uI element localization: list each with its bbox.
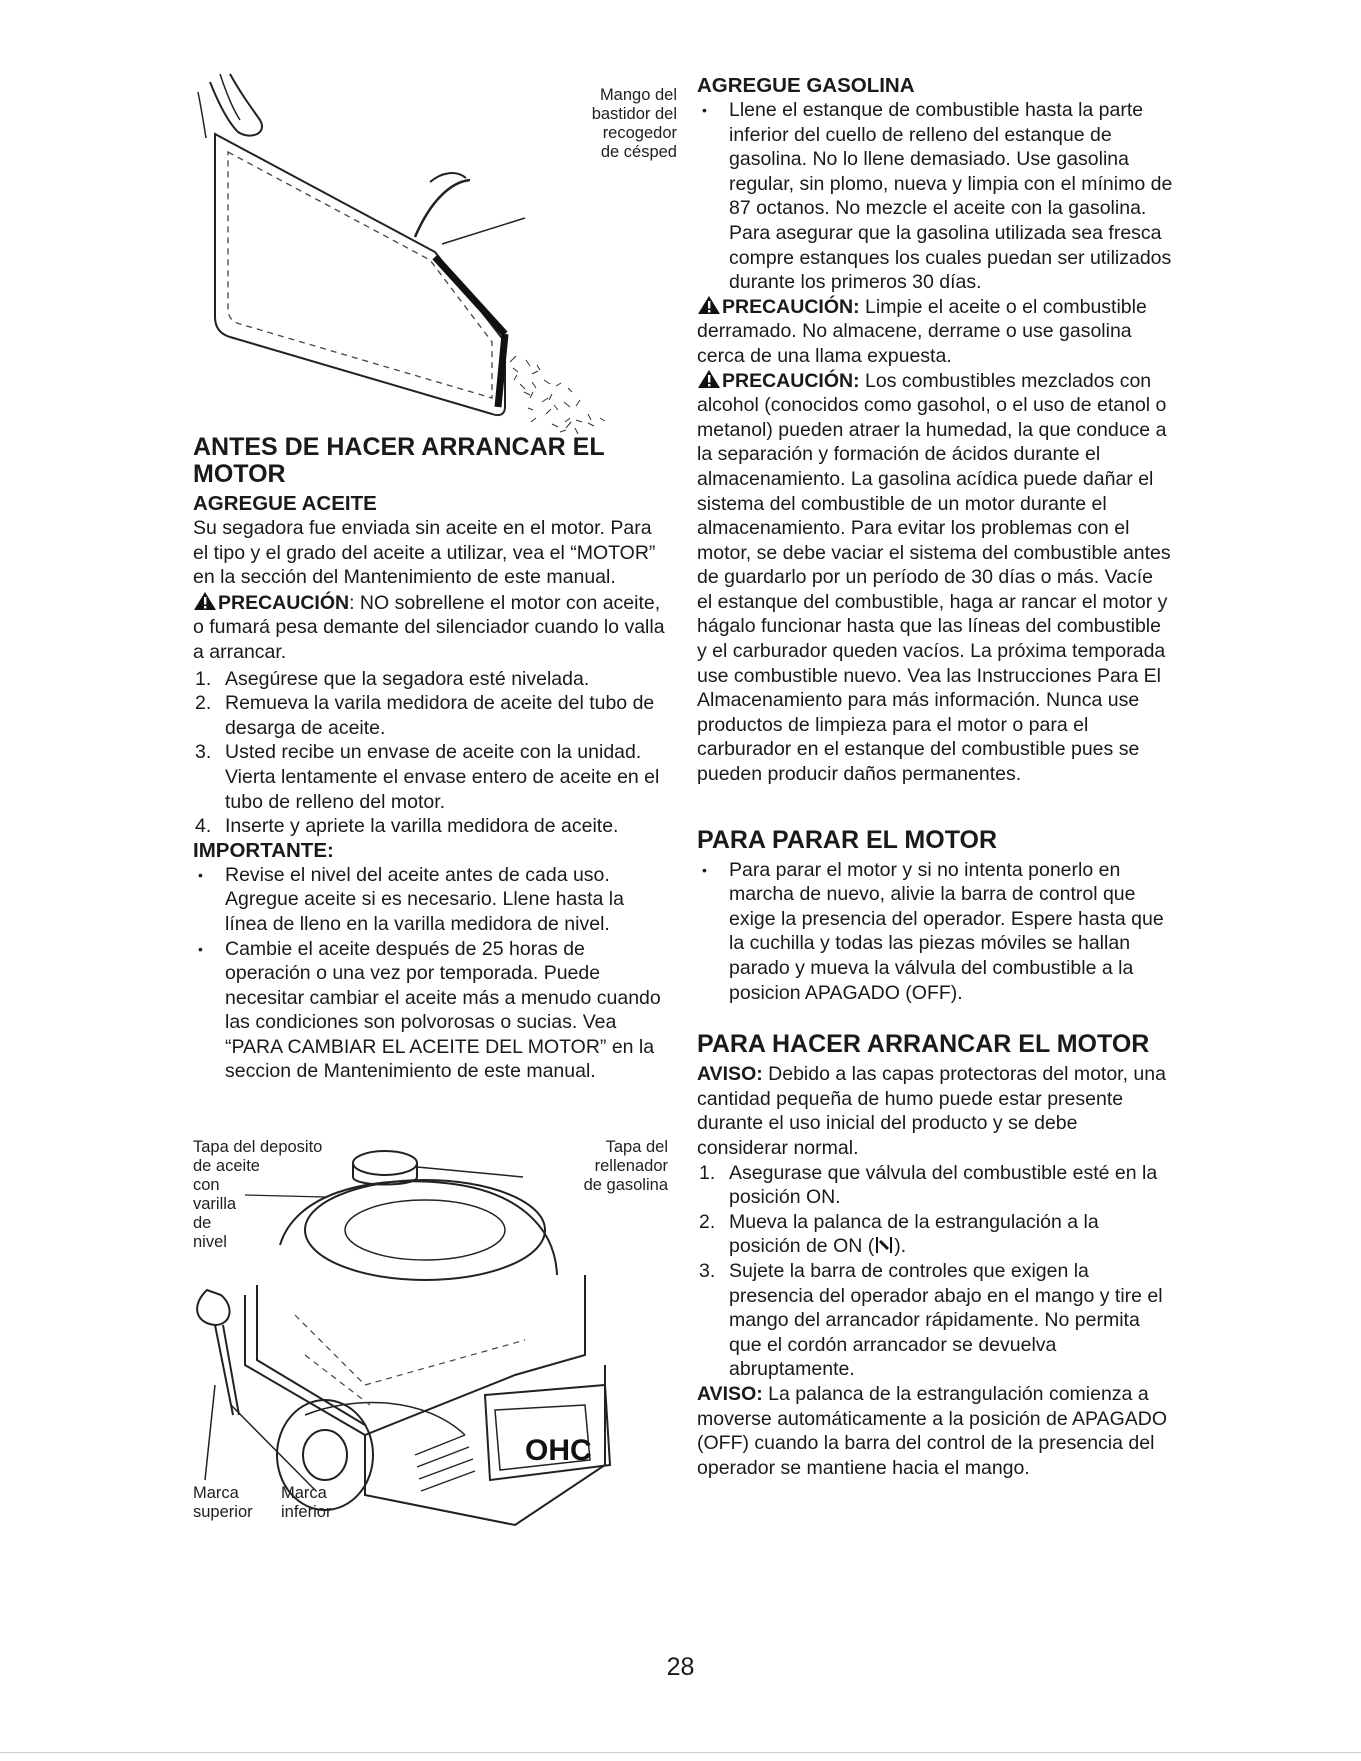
label-line: Marca [193, 1484, 239, 1502]
label-line: de [193, 1214, 212, 1232]
engine-logo: OHC [525, 1434, 592, 1467]
right-column [697, 74, 1173, 1480]
step-number: 2. [699, 1210, 716, 1233]
caution-oil [193, 591, 668, 665]
spacer [697, 1005, 1173, 1031]
caution-fuel-spill [697, 295, 1173, 369]
oil-intro: Su segadora fue enviada sin aceite en el motor. Para el tipo y el grado del aceite a utilizar, vea el “MOTOR” en la sección del Mantenimiento de este manual. [193, 517, 656, 589]
caption-line: Mango del [599, 86, 677, 104]
start-step [697, 1210, 1173, 1259]
step-text: Inserte y apriete la varilla medidora de aceite. [225, 815, 619, 838]
scan-edge-divider [0, 1752, 1361, 1753]
fuel-item: • Llene el estanque de combustible hasta la parte inferior del cuello de relleno del estanque de gasolina. No lo llene demasiado. Use gasolina regular, sin plomo, nueva y limpia con el mínimo de 87 octanos. No mezcle el aceite con la gasolina. Para asegurar que la gasolina utilizada sea fresca compre estanques los cuales puedan ser utilizados durante los primeros 30 días. [697, 98, 1173, 295]
notice-label: AVISO: [697, 1063, 763, 1086]
label-line: Tapa del deposito [193, 1138, 323, 1156]
label-line: de gasolina [583, 1176, 668, 1194]
fuel-heading: AGREGUE GASOLINA [697, 74, 915, 97]
step-number: 1. [699, 1161, 716, 1184]
step-text: Sujete la barra de controles que exigen la presencia del operador abajo en el mango y tire el mango del arrancador rápidamente. No permita que el cordón arrancador se devuelva abruptamente. [729, 1259, 1163, 1381]
fuel-list [697, 98, 1173, 295]
oil-step [193, 740, 668, 814]
label-line: rellenador [594, 1157, 668, 1175]
step-number: 3. [699, 1259, 716, 1282]
step-text: Asegúrese que la segadora esté nivelada. [225, 667, 590, 690]
step-text-tail: ). [894, 1235, 907, 1258]
lower-mark-label [281, 1484, 331, 1522]
caption-line: bastidor del [591, 105, 677, 123]
start-engine-heading: PARA HACER ARRANCAR EL MOTOR [697, 1030, 1150, 1059]
notice-text: La palanca de la estrangulación comienza a moverse automáticamente a la posición de APAGADO (OFF) cuando la barra del control de la presencia del operador se mantiene hacia el mango. [697, 1382, 1168, 1479]
label-line: de aceite [193, 1157, 260, 1175]
oil-cap-label [193, 1138, 373, 1252]
label-line: nivel [193, 1233, 227, 1251]
caution-label: PRECAUCIÓN: [722, 295, 860, 318]
spacer [697, 787, 1173, 827]
warning-triangle-icon [193, 591, 217, 611]
step-text: Mueva la palanca de la estrangulación a la posición de ON ( [729, 1210, 1099, 1258]
left-column [193, 434, 668, 1084]
step-number: 2. [195, 692, 212, 715]
warning-triangle-icon [697, 295, 721, 315]
important-list [193, 863, 668, 1084]
choke-symbol-icon [874, 1235, 894, 1255]
label-line: Tapa del [605, 1138, 668, 1156]
important-item: • Revise el nivel del aceite antes de cada uso. Agregue aceite si es necesario. Llene hasta la línea de lleno en la varilla medidora de nivel. [193, 863, 668, 937]
start-step [697, 1259, 1173, 1382]
label-line: inferior [281, 1503, 332, 1521]
label-line: superior [193, 1503, 253, 1521]
caution-label: PRECAUCIÓN [218, 591, 350, 614]
notice-text: Debido a las capas protectoras del motor, una cantidad pequeña de humo puede estar presente durante el uso inicial del producto y se debe considerar normal. [697, 1063, 1166, 1159]
oil-heading: AGREGUE ACEITE [193, 492, 377, 515]
notice-smoke [697, 1062, 1173, 1160]
upper-mark-label [193, 1484, 253, 1522]
step-number: 4. [195, 815, 212, 838]
step-number: 1. [195, 667, 212, 690]
oil-step [193, 691, 668, 740]
page-number: 28 [666, 1653, 695, 1681]
oil-step [193, 814, 668, 839]
step-text: Asegurase que válvula del combustible esté en la posición ON. [729, 1161, 1158, 1209]
stop-item: • Para parar el motor y si no intenta ponerlo en marcha de nuevo, alivie la barra de control que exige la presencia del operador. Espere hasta que la cuchilla y todas las piezas móviles se hallan parado y mueva la válvula del combustible a la posicion APAGADO (OFF). [697, 858, 1173, 1006]
start-steps [697, 1161, 1173, 1382]
oil-steps [193, 667, 668, 839]
important-heading: IMPORTANTE: [193, 838, 334, 862]
notice-choke [697, 1382, 1173, 1480]
step-number: 3. [195, 741, 212, 764]
label-line: con [193, 1176, 220, 1194]
label-line: Marca [281, 1484, 327, 1502]
oil-step [193, 667, 668, 692]
grass-catcher-caption [567, 86, 677, 162]
caution-alcohol-fuel [697, 369, 1173, 787]
caption-line: de césped [600, 143, 677, 161]
caution-text: Limpie el aceite o el combustible derramado. No almacene, derrame o use gasolina cerca de una llama expuesta. [697, 295, 1147, 367]
step-text: Usted recibe un envase de aceite con la unidad. Vierta lentamente el envase entero de aceite en el tubo de relleno del motor. [225, 741, 660, 813]
caution-label: PRECAUCIÓN: [722, 369, 860, 392]
start-step [697, 1161, 1173, 1210]
section-title-before-start: ANTES DE HACER ARRANCAR EL MOTOR [193, 433, 605, 488]
caption-line: recogedor [602, 124, 677, 142]
caution-text: : NO sobrellene el motor con aceite, o fumará pesa demante del silenciador cuando lo valla a arrancar. [193, 591, 665, 663]
stop-list [697, 858, 1173, 1006]
caution-text: Los combustibles mezclados con alcohol (conocidos como gasohol, o el uso de etanol o metanol) pueden atraer la humedad, la que conduce a la separación y formación de ácidos durante el almacenamiento. La gasolina acídica puede dañar el sistema del combustible de un motor durante el almacenamiento. Para evitar los problemas con el motor, se debe vaciar el sistema del combustible antes de guardarlo por un período de 30 días o más. Vacíe el estanque del combustible, haga ar rancar el motor y hágalo funcionar hasta que las líneas del combustible y el carburador queden vacíos. La próxima temporada use combustible nuevo. Vea las Instrucciones Para El Almacenamiento para más información. Nunca use productos de limpieza para el motor o para el carburador en el estanque del combustible pues se pueden producir daños permanentes. [697, 369, 1171, 786]
important-item: • Cambie el aceite después de 25 horas de operación o una vez por temporada. Puede necesitar cambiar el aceite más a menudo cuando las condiciones son polvorosas o sucias. Vea “PARA CAMBIAR EL ACEITE DEL MOTOR” en la seccion de Mantenimiento de este manual. [193, 937, 668, 1085]
fuel-cap-label [540, 1138, 668, 1195]
notice-label: AVISO: [697, 1382, 763, 1405]
warning-triangle-icon [697, 369, 721, 389]
label-line: varilla [193, 1195, 237, 1213]
stop-engine-heading: PARA PARAR EL MOTOR [697, 825, 998, 854]
step-text: Remueva la varila medidora de aceite del tubo de desarga de aceite. [225, 692, 655, 739]
